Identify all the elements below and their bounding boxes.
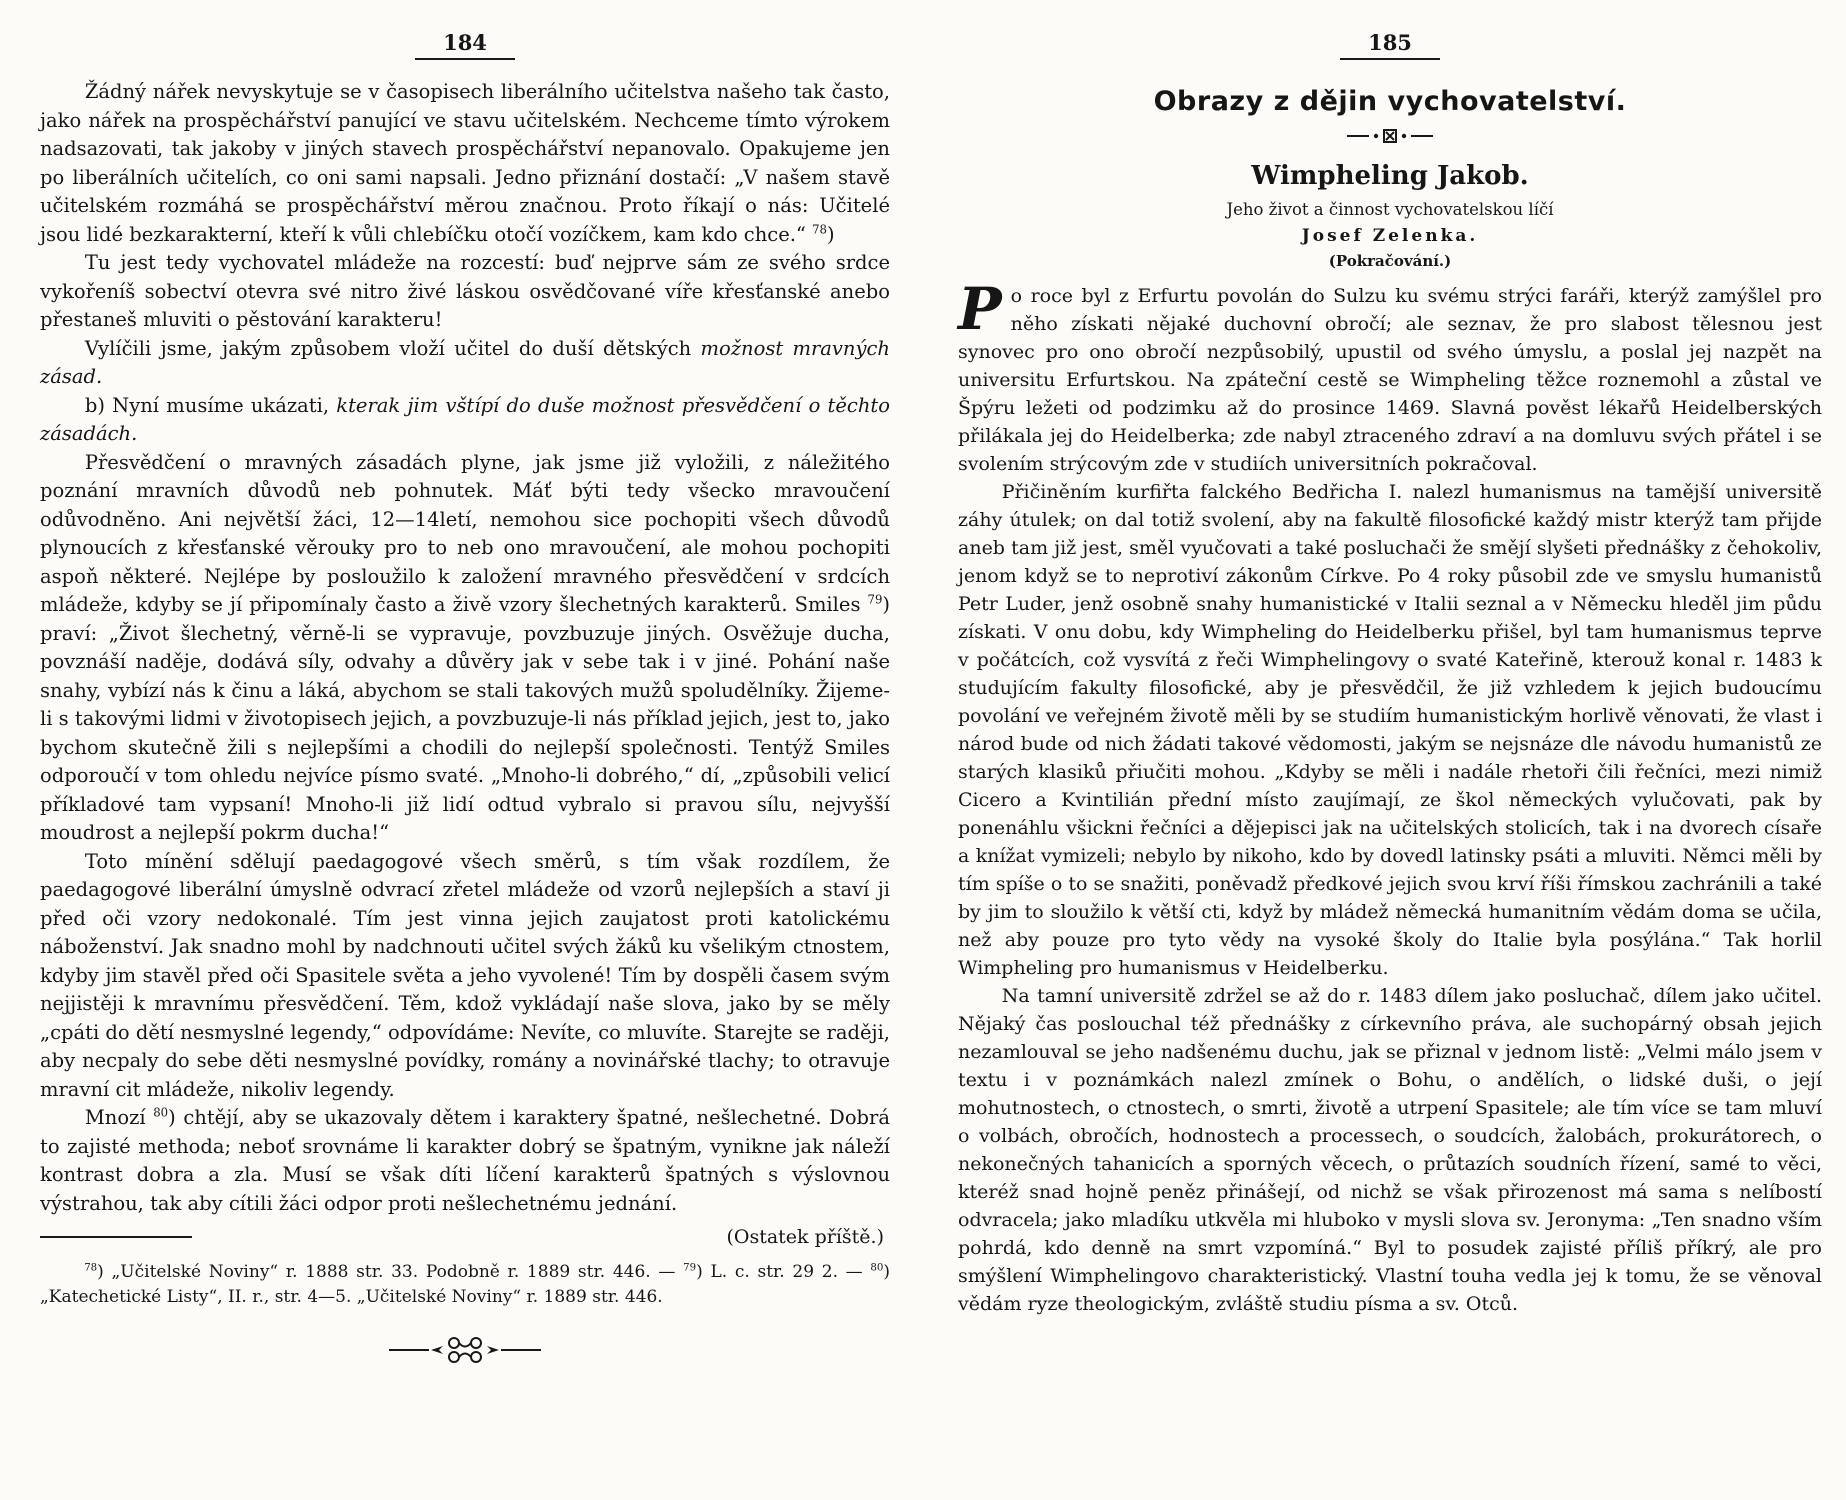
paragraph: Toto mínění sdělují paedagogové všech směrů, s tím však rozdílem, že paedagogové liberální úmyslně odvrací zřetel mládeže od vzorů nejlepších a staví ji před oči vzory nedokonalé. Tím jest vinna jejich zaujatost proti katolickému náboženství. Jak snadno mohl by nadchnouti učitel svých žáků ku všelikým ctnostem, kdyby jim stavěl před oči Spasitele světa a jeho vyvolené! Tím by dospěli časem svým nejjistěji k mravnímu přesvědčení. Těm, kdož vykládají naše slova, jako by se měly „cpáti do dětí nesmyslné legendy,“ odpovídáme: Nevíte, co mluvíte. Starejte se raději, aby necpaly do sebe děti nesmyslné povídky, romány a novinářské tlachy; to otravuje mravní cit mládeže, nikoliv legendy. — [40, 849, 890, 1101]
left-page-body-text — [40, 78, 890, 1218]
end-ornament — [40, 1333, 890, 1371]
paragraph: Tu jest tedy vychovatel mládeže na rozcestí: buď nejprve sám ze svého srdce vykořeníš sobectví otevra své nitro živé láskou osvědčované víře křesťanské anebo přestaneš mluviti o pěstování karakteru! — [40, 251, 890, 331]
paragraph: Vylíčili jsme, jakým způsobem vloží učitel do duší dětských možnost mravných zásad. — [40, 336, 890, 388]
boxed-star-divider-icon — [1347, 127, 1433, 145]
continuation-label: (Pokračování.) — [1328, 252, 1452, 270]
paragraph: Přičiněním kurfiřta falckého Bedřicha I. nalezl humanismus na tamější universitě záhy útulek; on dal totiž svolení, aby na fakultě filosofické každý mistr kterýž tam přijde aneb tam již jest, směl vyučovati a také posluchači že smějí slyšeti přednášky z čehokoliv, jenom když se to neprotiví zákonům Církve. Po 4 roky působil zde ve smyslu humanistů Petr Luder, jenž osobně snahy humanistické v Italii seznal a v Německu hleděl jim půdu získati. V onu dobu, kdy Wimpheling do Heidelberku přišel, byl tam humanismus teprve v počátcích, což vysvítá z řeči Wimphelingovy o svaté Kateřině, kterouž konal r. 1483 k studujícím fakulty filosofické, aby je přesvědčil, že již vzhledem k jejich budoucímu povolání ve veřejném životě měli by se studiím humanistickým horlivě věnovati, že vlast i národ bude od nich žádati takové vědomosti, jakým se nejsnáze dle návodu humanistů ze starých klasiků přiučiti mohou. „Kdyby se měli i nadále rhetoři čili řečníci, mezi nimiž Cicero a Kvintilián přední místo zaujímají, ze škol německých vylučovati, pak by ponenáhlu všickni řečníci a dějepisci jak na učitelských stolicích, tak i na dvorech císaře a knížat vymizeli; nebylo by nikoho, kdo by dovedl latinsky psáti a mluviti. Němci měli by tím spíše o to se snažiti, poněvadž předkové jejich svou krví říši římskou zachránili a také by jim to sloužilo k větší cti, když by mládež německá humanitním vědám doma se učila, než aby pouze pro tyto vědy na vysoké školy do Italie byla posýlána.“ Tak horlil Wimpheling pro humanismus v Heidelberku. — [958, 481, 1822, 979]
right-page-body-text — [958, 275, 1822, 1318]
chapter-title: Wimpheling Jakob. — [1251, 161, 1529, 191]
paragraph: b) Nyní musíme ukázati, kterak jim vštípí do duše možnost přesvědčení o těchto zásadách. — [40, 393, 890, 445]
page-184 — [40, 30, 890, 1500]
article-title: Obrazy z dějin vychovatelství. — [1153, 86, 1627, 117]
title-ornament — [958, 127, 1822, 149]
paragraph: Mnozí $^{80}$) chtějí, aby se ukazovaly dětem i karaktery špatné, nešlechetné. Dobrá to zajisté methoda; neboť srovnáme li karakter dobrý se špatným, vynikne jak náleží kontrast dobra a zla. Musí se však díti líčení karakterů špatných s výslovnou výstrahou, tak aby cítili žáci odpor proti nešlechetnému jednání. — [40, 1105, 890, 1215]
drop-cap-initial: P — [958, 275, 1002, 343]
paragraph: Přesvědčení o mravných zásadách plyne, jak jsme již vyložili, z náležitého poznání mravních důvodů neb pohnutek. Máť býti tedy všecko mravoučení odůvodněno. Ani největší žáci, 12—14letí, nemohou sice pochopiti všech důvodů plynoucích z křesťanské věrouky pro to neb ono mravoučení, ale mohou pochopiti aspoň některé. Nejlépe by posloužilo k založení mravného přesvědčení v srdcích mládeže, kdyby se jí připomínaly často a živě vzory šlechetných karakterů. Smiles $^{79}$) praví: „Život šlechetný, věrně-li se vypravuje, povzbuzuje jiných. Osvěžuje ducha, povznáší naděje, dodává síly, odvahy a důvěry jak v sebe tak i v jiné. Pohání naše snahy, vybízí nás k činu a láká, abychom se stali takových mužů spoludělníky. Žijeme-li s takovými lidmi v životopisech jejich, a povzbuzuje-li nás příklad jejich, jest to, jako bychom skutečně žili s nejlepšími a chodili do nejlepší společnosti. Tentýž Smiles odporoučí v tom ohledu nejvíce písmo svaté. „Mnoho-li dobrého,“ dí, „způsobili velicí příkladové tam vypsaní! Mnoho-li již lidí odtud vybralo si pravou sílu, nejvyšší moudrost a nejlepší pokrm ducha!“ — [40, 450, 890, 844]
page-number: 185 — [1340, 30, 1440, 60]
scroll-fleuron-icon — [387, 1333, 543, 1367]
byline: Jeho život a činnost vychovatelskou líčí — [1226, 200, 1554, 219]
page-header — [40, 30, 890, 60]
continuation-note: (Ostatek příště.) — [726, 1226, 884, 1248]
author-name: Josef Zelenka. — [1301, 226, 1479, 246]
paragraph: Na tamní universitě zdržel se až do r. 1483 dílem jako posluchač, dílem jako učitel. Nějaký čas poslouchal též přednášky z církevního práva, ale suchopárný obsah jejich nezamlouval se jeho nadšenému duchu, jak se přiznal v jednom listě: „Velmi málo jsem v textu i v poznámkách nalezl zmínek o Bohu, o andělích, o lidské duši, o její mohutnostech, o ctnostech, o smrti, životě a utrpení Spasitele; ale tím více se tam mluví o volbách, obročích, hodnostech a processech, o soudcích, žalobách, prokurátorech, o nekonečných tahanicích a sporných věcech, o průtazích soudních řízení, samé to věci, kteréž snad hojně peněz přinášejí, od nichž se však přirozenost má sama s nelíbostí odvracela; jako mladíku utkvěla mi hluboko v mysli slova sv. Jeronyma: „Ten snadno vším pohrdá, kdo denně na smrt vzpomíná.“ Byl to posudek zajisté příliš příkrý, ale pro smýšlení Wimphelingovo charakteristický. Vlastní touha vedla jej k tomu, že se věnoval vědám ryze theologickým, zvláště studiu písma a sv. Otců. — [958, 985, 1822, 1315]
paragraph: Žádný nářek nevyskytuje se v časopisech liberálního učitelstva našeho tak často, jako nářek na prospěchářství panující ve stavu učitelském. Nechceme tímto výrokem nadsazovati, tak jakoby v jiných stavech prospěchářství nepanovalo. Opakujeme jen po liberálních učitelích, co oni sami napsali. Jedno přiznání dostačí: „V našem stavě učitelském rozmáhá se prospěchářství měrou značnou. Proto říkají o nás: Učitelé jsou lidé bezkarakterní, kteří k vůli chlebíčku otočí vozíčkem, kam kdo chce.“ $^{78}$) — [40, 80, 890, 246]
page-number: 184 — [415, 30, 515, 60]
footnote-rule — [40, 1236, 192, 1238]
footnotes — [40, 1260, 890, 1309]
page-185 — [958, 30, 1822, 1500]
paragraph: Po roce byl z Erfurtu povolán do Sulzu ku svému strýci faráři, kterýž zamýšlel pro něho získati nějaké duchovní obročí; ale seznav, že pro slabost tělesnou jest synovec pro ono obročí nezpůsobilý, upustil od svého úmyslu, a poslal jej nazpět na universitu Erfurtskou. Na zpáteční cestě se Wimpheling těžce roznemohl a zůstal ve Špýru ležeti od podzimku až do prosince 1469. Slavná pověst lékařů Heidelberských přilákala jej do Heidelberka; zde nabyl ztraceného zdraví a na domluvu svých přátel i se svolením strýcovým zde v studiích universitních pokračoval. — [958, 275, 1822, 475]
footnote-separator-row — [40, 1226, 890, 1248]
paragraph: $^{78}$) „Učitelské Noviny“ r. 1888 str. 33. Podobně r. 1889 str. 446. — $^{79}$) L. c. str. 29 2. — $^{80}$) „Katechetické Listy“, II. r., str. 4—5. „Učitelské Noviny“ r. 1889 str. 446. — [40, 1262, 891, 1307]
page-header — [958, 30, 1822, 60]
